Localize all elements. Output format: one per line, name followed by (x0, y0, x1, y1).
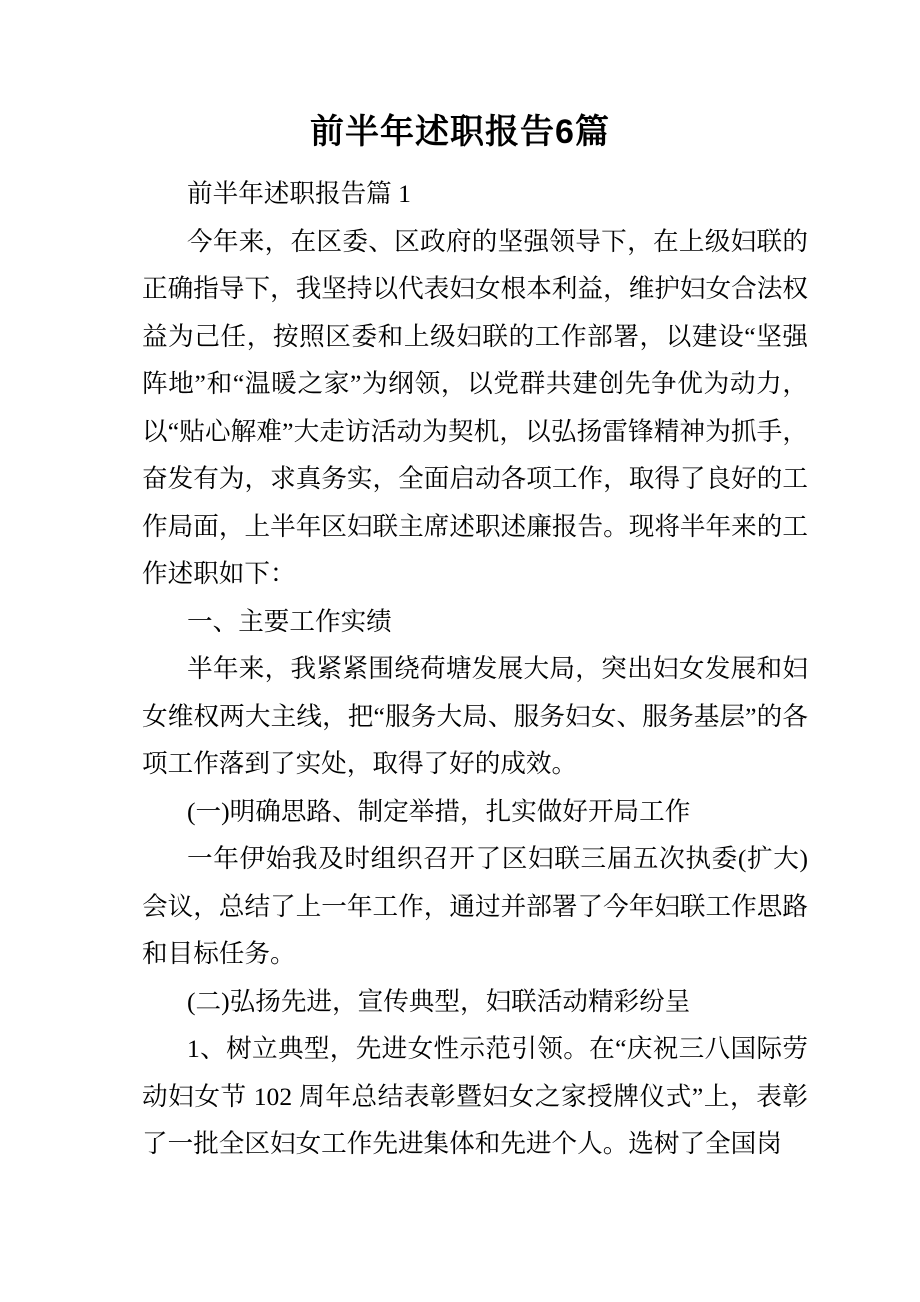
subsection-heading-clear-thinking: (一)明确思路、制定举措，扎实做好开局工作 (187, 796, 691, 826)
subtitle-part-1: 前半年述职报告篇 1 (187, 179, 411, 208)
document-body (142, 170, 808, 1168)
section-heading-main-achievements: 一、主要工作实绩 (187, 606, 392, 636)
subsection-heading-promote-models: (二)弘扬先进，宣传典型，妇联活动精彩纷呈 (187, 986, 691, 1016)
paragraph-role-models: 1、树立典型，先进女性示范引领。在“庆祝三八国际劳动妇女节 102 周年总结表彰暨妇女之家授牌仪式”上，表彰了一批全区妇女工作先进集体和先进个人。选树了全国岗 (142, 1034, 808, 1158)
paragraph-overview: 今年来，在区委、区政府的坚强领导下，在上级妇联的正确指导下，我坚持以代表妇女根本利益，维护妇女合法权益为己任，按照区委和上级妇联的工作部署，以建设“坚强阵地”和“温暖之家”为纲领，以党群共建创先争优为动力，以“贴心解难”大走访活动为契机，以弘扬雷锋精神为抓手，奋发有为，求真务实，全面启动各项工作，取得了良好的工作局面，上半年区妇联主席述职述廉报告。现将半年来的工作述职如下： (142, 226, 808, 588)
document-title: 前半年述职报告6篇 (310, 113, 610, 151)
paragraph-two-main-lines: 半年来，我紧紧围绕荷塘发展大局，突出妇女发展和妇女维权两大主线，把“服务大局、服务妇女、服务基层”的各项工作落到了实处，取得了好的成效。 (142, 654, 808, 778)
paragraph-committee-meeting: 一年伊始我及时组织召开了区妇联三届五次执委(扩大)会议，总结了上一年工作，通过并部署了今年妇联工作思路和目标任务。 (142, 844, 808, 968)
